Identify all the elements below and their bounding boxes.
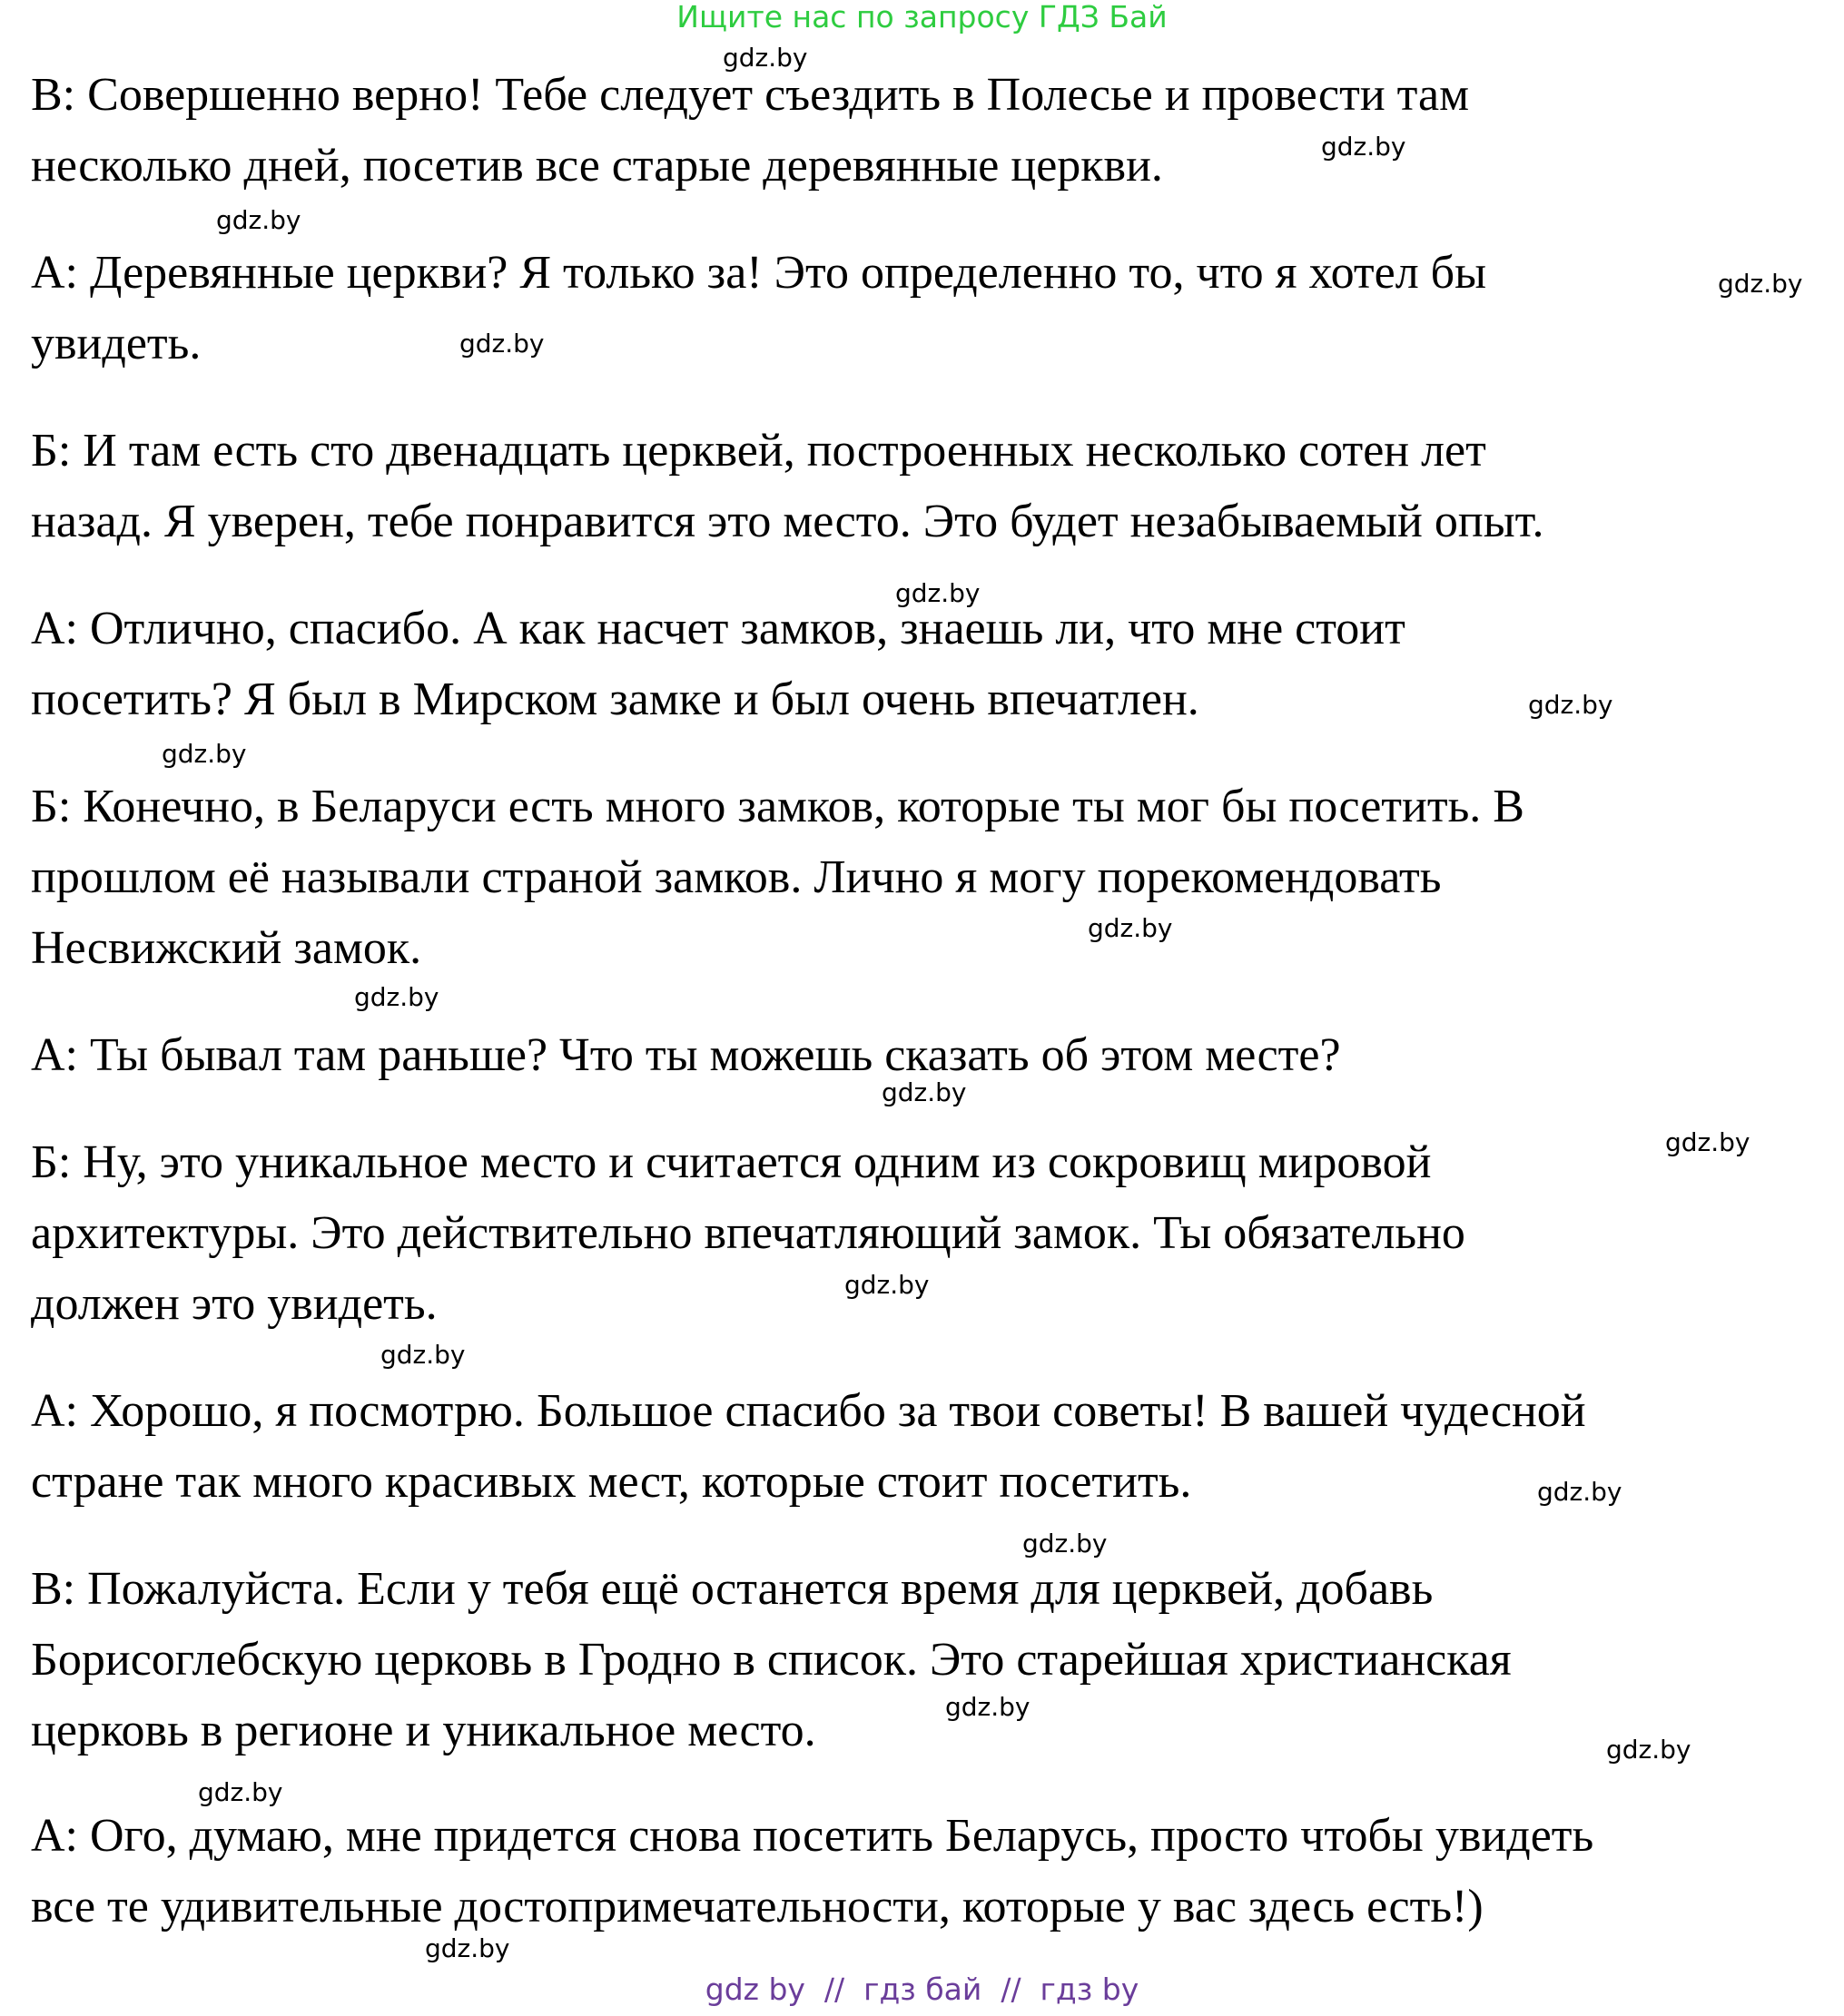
replica-line: должен это увидеть.: [31, 1278, 438, 1330]
dialogue-replica: [31, 772, 1810, 984]
watermark: gdz.by: [380, 1340, 466, 1370]
watermark: gdz.by: [216, 205, 301, 235]
replica-line: архитектуры. Это действительно впечатляющий замок. Ты обязательно: [31, 1207, 1465, 1259]
watermark: gdz.by: [895, 578, 981, 608]
replica-line: Борисоглебскую церковь в Гродно в список. Это старейшая христианская: [31, 1634, 1512, 1686]
watermark: gdz.by: [1665, 1127, 1750, 1157]
replica-line: посетить? Я был в Мирском замке и был очень впечатлен.: [31, 674, 1199, 725]
dialogue-replica: [31, 238, 1810, 379]
watermark: gdz.by: [945, 1692, 1030, 1722]
watermark: gdz.by: [1537, 1477, 1622, 1507]
watermark: gdz.by: [198, 1777, 283, 1807]
replica-line: А: Ого, думаю, мне придется снова посетить Беларусь, просто чтобы увидеть: [31, 1810, 1594, 1862]
watermark: gdz.by: [162, 739, 247, 769]
replica-line: все те удивительные достопримечательности, которые у вас здесь есть!): [31, 1881, 1484, 1932]
replica-line: прошлом её называли страной замков. Лично я могу порекомендовать: [31, 851, 1442, 903]
replica-line: В: Пожалуйста. Если у тебя ещё останется время для церквей, добавь: [31, 1563, 1434, 1615]
dialogue-replica: [31, 1801, 1810, 1942]
replica-line: стране так много красивых мест, которые стоит посетить.: [31, 1456, 1192, 1508]
watermark: gdz.by: [354, 982, 439, 1012]
replica-line: несколько дней, посетив все старые деревянные церкви.: [31, 140, 1163, 192]
replica-line: увидеть.: [31, 318, 202, 369]
replica-line: А: Деревянные церкви? Я только за! Это определенно то, что я хотел бы: [31, 247, 1487, 299]
replica-line: В: Совершенно верно! Тебе следует съездить в Полесье и провести там: [31, 69, 1469, 121]
watermark: gdz.by: [1022, 1529, 1108, 1559]
watermark: gdz.by: [1606, 1735, 1691, 1765]
watermark: gdz.by: [1088, 913, 1173, 943]
replica-line: Б: Конечно, в Беларуси есть много замков, которые ты мог бы посетить. В: [31, 781, 1524, 832]
replica-line: А: Хорошо, я посмотрю. Большое спасибо за твои советы! В вашей чудесной: [31, 1385, 1586, 1437]
dialogue-replica: [31, 1554, 1810, 1766]
watermark: gdz.by: [459, 329, 545, 359]
footer-links: gdz by // гдз бай // гдз by: [705, 1972, 1139, 2007]
watermark: gdz.by: [1321, 132, 1406, 162]
watermark: gdz.by: [1718, 269, 1803, 299]
replica-line: Б: И там есть сто двенадцать церквей, построенных несколько сотен лет: [31, 425, 1486, 477]
watermark: gdz.by: [882, 1077, 967, 1107]
watermark: gdz.by: [425, 1933, 510, 1963]
replica-line: назад. Я уверен, тебе понравится это место. Это будет незабываемый опыт.: [31, 496, 1544, 547]
replica-line: Несвижский замок.: [31, 922, 422, 974]
dialogue-replica: [31, 1127, 1810, 1340]
replica-line: А: Ты бывал там раньше? Что ты можешь сказать об этом месте?: [31, 1029, 1341, 1081]
search-banner: Ищите нас по запросу ГДЗ Бай: [676, 0, 1168, 34]
replica-line: Б: Ну, это уникальное место и считается одним из сокровищ мировой: [31, 1136, 1432, 1188]
dialogue-replica: [31, 416, 1810, 557]
watermark: gdz.by: [723, 43, 808, 73]
dialogue-replica: [31, 60, 1810, 202]
watermark: gdz.by: [1528, 690, 1613, 720]
watermark: gdz.by: [844, 1270, 930, 1300]
replica-line: церковь в регионе и уникальное место.: [31, 1705, 816, 1756]
replica-line: А: Отлично, спасибо. А как насчет замков, знаешь ли, что мне стоит: [31, 603, 1405, 654]
